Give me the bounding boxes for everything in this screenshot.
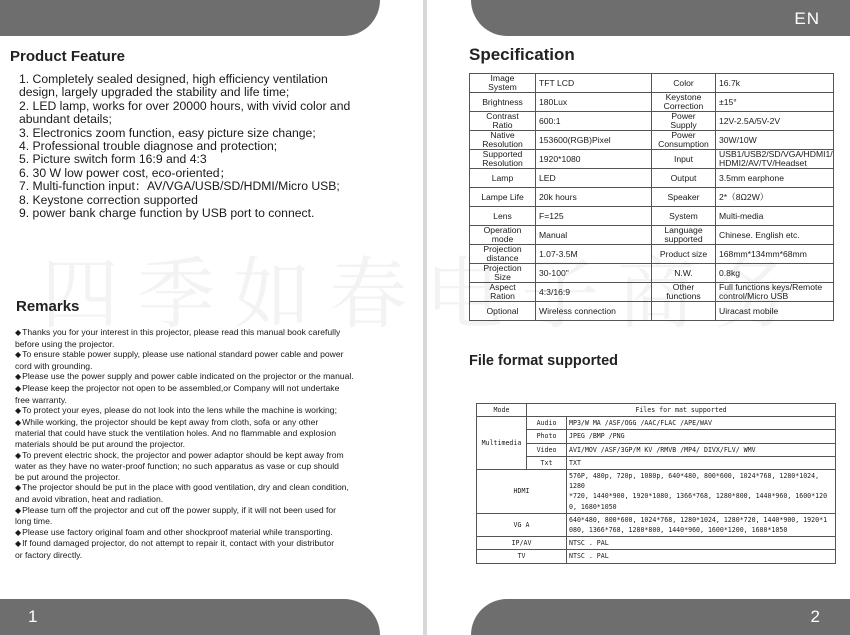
spec-value: LED [536, 169, 652, 188]
spec-key: Color [652, 74, 716, 93]
spec-row [470, 245, 834, 264]
bottom-tab [0, 599, 380, 635]
spec-key: Keystone Correction [652, 93, 716, 112]
spec-value: 600:1 [536, 112, 652, 131]
bullet-icon: ◆ [15, 406, 22, 416]
spec-key: Optional [470, 302, 536, 321]
spec-value: TFT LCD [536, 74, 652, 93]
spec-row [470, 188, 834, 207]
feature-item: 1. Completely sealed designed, high efficiency ventilation [19, 72, 328, 86]
format-row [477, 443, 836, 456]
feature-item: 8. Keystone correction supported [19, 192, 198, 207]
feature-item: 4. Professional trouble diagnose and protection; [19, 139, 278, 154]
spec-key [652, 302, 716, 321]
format-list: TXT [567, 456, 836, 469]
remark-item: ◆Please use the power supply and power cable indicated on the projector or the manual. [15, 371, 354, 382]
bullet-icon: ◆ [15, 383, 22, 393]
remark-item: ◆Thanks you for your interest in this projector, please read this manual book carefully before using the projector. [15, 327, 341, 349]
remark-item: ◆Please use factory original foam and other shockproof material while transporting. [15, 526, 333, 537]
feature-item: 2. LED lamp, works for over 20000 hours, with vivid color and [19, 98, 351, 113]
spec-value: 2*（8Ω2W） [716, 188, 834, 207]
spec-row [470, 150, 834, 169]
format-mode: IP/AV [477, 537, 567, 550]
spec-key: Native Resolution [470, 131, 536, 150]
spec-value: Multi-media [716, 207, 834, 226]
spec-row [470, 74, 834, 93]
format-list: AVI/MOV /ASF/3GP/M KV /RMVB /MP4/ DIVX/FLV/ WMV [567, 443, 836, 456]
spec-key: Image System [470, 74, 536, 93]
page-number: 1 [28, 607, 38, 626]
spec-key: Language supported [652, 226, 716, 245]
bullet-icon: ◆ [15, 450, 22, 460]
left-page [0, 0, 423, 635]
top-tab [0, 0, 380, 36]
remarks-list [15, 327, 417, 560]
format-mode: Multimedia [477, 417, 527, 470]
feature-item: 7. Multi-function input：AV/VGA/USB/SD/HDMI/Micro USB; [19, 179, 340, 194]
file-format-title: File format supported [469, 353, 619, 369]
spec-row [470, 283, 834, 302]
format-type: Txt [527, 456, 567, 469]
bullet-icon: ◆ [15, 417, 22, 427]
format-row [477, 470, 836, 514]
format-row [477, 417, 836, 430]
format-type: Video [527, 443, 567, 456]
format-row [477, 456, 836, 469]
format-row [477, 550, 836, 563]
remarks-title: Remarks [16, 298, 80, 315]
spec-key: System [652, 207, 716, 226]
feature-item: 9. power bank charge function by USB port to connect. [19, 206, 315, 221]
bullet-icon: ◆ [15, 350, 22, 360]
specification-table [469, 73, 834, 321]
spec-key: Output [652, 169, 716, 188]
file-format-table [476, 403, 836, 564]
bullet-icon: ◆ [15, 483, 22, 493]
remark-item: ◆Please turn off the projector and cut off the power supply, if it will not been used for long time. [15, 504, 337, 527]
spec-value: 30W/10W [716, 131, 834, 150]
spec-value: 1920*1080 [536, 150, 652, 169]
spec-key: Projection Size [470, 264, 536, 283]
bullet-icon: ◆ [15, 505, 22, 515]
spec-key: Operation mode [470, 226, 536, 245]
format-list: JPEG /BMP /PNG [567, 430, 836, 443]
feature-item: 3. Electronics zoom function, easy picture size change; [19, 125, 316, 140]
format-header-files: Files for mat supported [527, 404, 836, 417]
spec-value: USB1/USB2/SD/VGA/HDMI1/ HDMI2/AV/TV/Headset [716, 150, 834, 169]
spec-key: Contrast Ratio [470, 112, 536, 131]
format-mode: TV [477, 550, 567, 563]
feature-list [19, 73, 419, 220]
spec-row [470, 264, 834, 283]
bullet-icon: ◆ [15, 527, 22, 537]
spec-key: Lamp [470, 169, 536, 188]
remark-item: ◆Please keep the projector not open to be assembled,or Company will not undertake free warranty. [15, 382, 340, 405]
spec-key: Lens [470, 207, 536, 226]
spec-key: Speaker [652, 188, 716, 207]
format-row [477, 513, 836, 536]
spec-key: Projection distance [470, 245, 536, 264]
bullet-icon: ◆ [15, 328, 22, 337]
spec-key: Power Consumption [652, 131, 716, 150]
format-list: 576P, 480p, 720p, 1080p, 640*480, 800*600, 1024*768, 1280*1024, 1280 *720, 1440*900, 1920*1080, 1366*768, 1280*800, 1440*960, 1600*120 0, 1680*1050 [567, 470, 836, 514]
format-list: MP3/W MA /ASF/OGG /AAC/FLAC /APE/WAV [567, 417, 836, 430]
spec-value: 180Lux [536, 93, 652, 112]
spec-key: Aspect Ration [470, 283, 536, 302]
remark-item: ◆The projector should be put in the place with good ventilation, dry and clean condition, and avoid vibration, heat and radiation. [15, 482, 349, 504]
spec-key: Supported Resolution [470, 150, 536, 169]
spec-value: 20k hours [536, 188, 652, 207]
format-mode: HDMI [477, 470, 567, 514]
spec-value: Uiracast mobile [716, 302, 834, 321]
spec-row [470, 207, 834, 226]
feature-item: 5. Picture switch form 16:9 and 4:3 [19, 152, 207, 167]
spec-value: F=125 [536, 207, 652, 226]
spec-key: Lampe Life [470, 188, 536, 207]
feature-item: abundant details; [19, 112, 112, 127]
format-mode: VG A [477, 513, 567, 536]
top-tab [471, 0, 850, 36]
spec-value: Full functions keys/Remote control/Micro USB [716, 283, 834, 302]
spec-value: 30-100" [536, 264, 652, 283]
spec-value: 3.5mm earphone [716, 169, 834, 188]
language-label: EN [794, 9, 820, 28]
spec-row [470, 226, 834, 245]
spec-value: 0.8kg [716, 264, 834, 283]
spec-value: Chinese. English etc. [716, 226, 834, 245]
remark-item: ◆If found damaged projector, do not attempt to repair it, contact with your distributor or factory directly. [15, 538, 335, 560]
spec-value: 168mm*134mm*68mm [716, 245, 834, 264]
spec-value: 4:3/16:9 [536, 283, 652, 302]
format-header-mode: Mode [477, 404, 527, 417]
spec-key: Input [652, 150, 716, 169]
right-page [427, 0, 850, 635]
format-list: NTSC . PAL [567, 550, 836, 563]
spec-value: ±15° [716, 93, 834, 112]
feature-item: design, largely upgraded the stability and life time; [19, 85, 290, 100]
spec-row [470, 302, 834, 321]
spec-value: 16.7k [716, 74, 834, 93]
spec-value: Manual [536, 226, 652, 245]
spec-key: Brightness [470, 93, 536, 112]
spec-row [470, 93, 834, 112]
remark-item: ◆To protect your eyes, please do not look into the lens while the machine is working; [15, 405, 337, 416]
specification-title: Specification [469, 45, 575, 64]
format-list: 640*480, 800*600, 1024*768, 1280*1024, 1280*720, 1440*900, 1920*1 080, 1366*768, 1280*800, 1440*960, 1600*1200, 1680*1050 [567, 513, 836, 536]
spec-key: Other functions [652, 283, 716, 302]
format-header-row [477, 404, 836, 417]
remark-item: ◆While working, the projector should be kept away from cloth, sofa or any other material that could have stuck the ventilation holes. And no flammable and explosion materials should be put around the projector. [15, 416, 337, 449]
format-type: Photo [527, 430, 567, 443]
spec-row [470, 131, 834, 150]
spec-value: 153600(RGB)Pixel [536, 131, 652, 150]
format-type: Audio [527, 417, 567, 430]
product-feature-title: Product Feature [10, 48, 126, 65]
spec-value: 12V-2.5A/5V-2V [716, 112, 834, 131]
spec-key: Product size [652, 245, 716, 264]
remark-item: ◆To prevent electric shock, the projector and power adaptor should be kept away from water as they have no water-proof function; no such apparatus as vase or cup should be put around the projector. [15, 449, 344, 482]
spec-key: Power Supply [652, 112, 716, 131]
remark-item: ◆To ensure stable power supply, please use national standard power cable and power cord with grounding. [15, 349, 344, 371]
spec-row [470, 169, 834, 188]
spec-row [470, 112, 834, 131]
page-number: 2 [810, 607, 820, 626]
feature-item: 6. 30 W low power cost, eco-oriented； [19, 165, 232, 180]
bullet-icon: ◆ [15, 539, 22, 549]
format-row [477, 537, 836, 550]
format-row [477, 430, 836, 443]
spec-key: N.W. [652, 264, 716, 283]
bottom-tab [471, 599, 850, 635]
spec-value: 1.07-3.5M [536, 245, 652, 264]
spec-value: Wireless connection [536, 302, 652, 321]
bullet-icon: ◆ [15, 372, 22, 382]
format-list: NTSC . PAL [567, 537, 836, 550]
